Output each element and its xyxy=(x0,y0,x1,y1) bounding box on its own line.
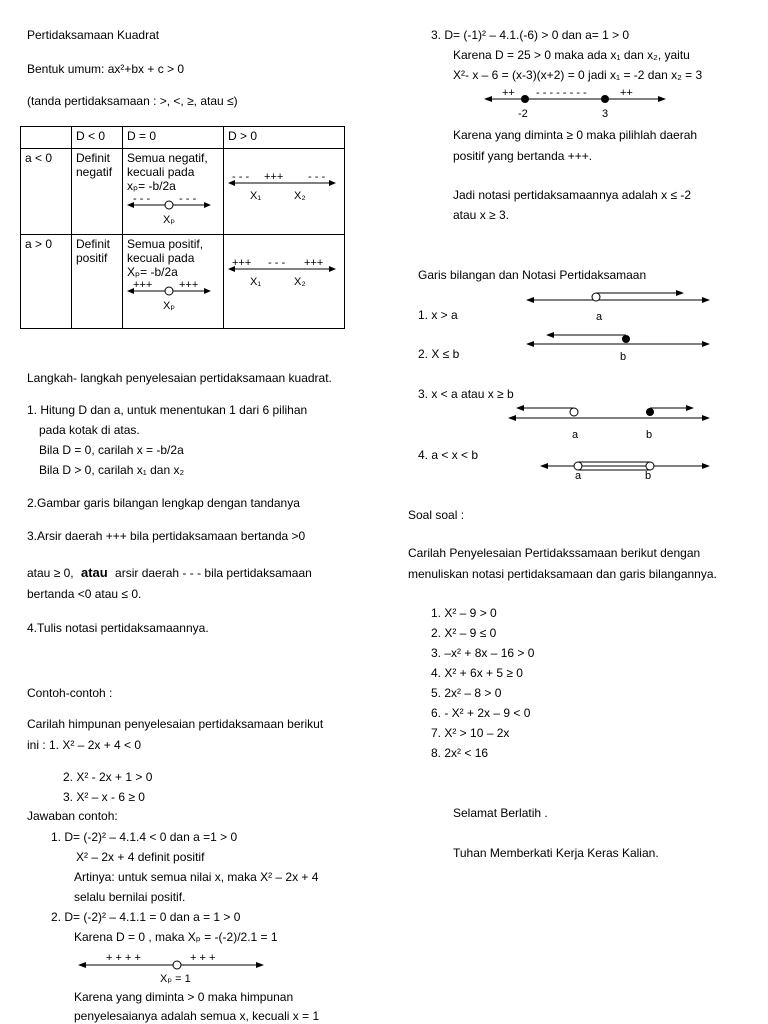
number-line-ans3 xyxy=(484,86,666,120)
table-header-empty xyxy=(21,127,72,149)
mark-b: b xyxy=(620,351,627,363)
ans2-line1: 2. D= (-2)² – 4.1.1 = 0 dan a = 1 > 0 xyxy=(51,910,241,924)
step1-line2: pada kotak di atas. xyxy=(39,423,140,437)
label-xp: Xₚ xyxy=(163,214,176,226)
sign-minus: - - - xyxy=(232,171,250,183)
mark-a: a xyxy=(575,470,582,482)
example1: ini : 1. X² – 2x + 4 < 0 xyxy=(27,738,142,752)
ans1-line1: 1. D= (-2)² – 4.1.4 < 0 dan a =1 > 0 xyxy=(51,830,238,844)
numline-item-3 xyxy=(508,398,710,442)
step4: 4.Tulis notasi pertidaksamaannya. xyxy=(27,621,209,635)
sign-plus: +++ xyxy=(133,279,153,291)
ans3-tail4: atau x ≥ 3. xyxy=(453,208,509,222)
step3-line2 xyxy=(27,565,312,581)
cell-semua-negatif xyxy=(123,149,224,235)
ans1-line4: selalu bernilai positif. xyxy=(74,890,186,904)
numline-item-2 xyxy=(526,324,710,364)
sign-plus: ++ xyxy=(502,87,515,99)
sign-plus: + + + xyxy=(190,952,216,964)
number-line-xp-pos xyxy=(127,279,211,313)
closing-1: Selamat Berlatih . xyxy=(453,806,548,820)
cell-semua-positif xyxy=(123,235,224,329)
label-x2: X₂ xyxy=(294,276,306,288)
cell-text: kecuali pada xyxy=(127,165,195,179)
exercise-item: 6. - X² + 2x – 9 < 0 xyxy=(431,706,531,720)
sign-minus: - - - xyxy=(308,171,326,183)
example2: 2. X² - 2x + 1 > 0 xyxy=(63,770,153,784)
general-form: Bentuk umum: ax²+bx + c > 0 xyxy=(27,62,185,76)
cell-text: negatif xyxy=(76,165,113,179)
label-x1: X₁ xyxy=(250,276,262,288)
ans2-line2: Karena D = 0 , maka Xₚ = -(-2)/2.1 = 1 xyxy=(74,930,278,944)
exercise-item: 2. X² – 9 ≤ 0 xyxy=(431,626,497,640)
label-xp-1: Xₚ = 1 xyxy=(160,973,191,985)
cell-text: kecuali pada xyxy=(127,251,195,265)
row-label-a-neg: a < 0 xyxy=(21,149,72,235)
sign-plus: +++ xyxy=(232,257,252,269)
ans2-tail1: Karena yang diminta > 0 maka himpunan xyxy=(74,990,294,1004)
cell-text: Definit xyxy=(76,151,111,165)
ans3-tail1: Karena yang diminta ≥ 0 maka pilihlah daerah xyxy=(453,128,698,142)
steps-title: Langkah- langkah penyelesaian pertidaksamaan kuadrat. xyxy=(27,371,332,385)
cell-text: Semua positif, xyxy=(127,237,204,251)
step3-line3: bertanda <0 atau ≤ 0. xyxy=(27,587,142,601)
mark-b: b xyxy=(646,429,653,441)
mark-a: a xyxy=(596,311,603,323)
sign-plus: ++ xyxy=(620,87,633,99)
step1-line4: Bila D > 0, carilah x₁ dan x₂ xyxy=(39,463,185,477)
sign-minus: - - - - - - - - xyxy=(536,87,587,99)
cell-text: Xₚ= -b/2a xyxy=(127,265,178,279)
examples-title: Contoh-contoh : xyxy=(27,686,113,700)
numline-item-1 xyxy=(526,284,710,324)
sign-plus: +++ xyxy=(304,257,324,269)
ans3-line2: Karena D = 25 > 0 maka ada x₁ dan x₂, yaitu xyxy=(453,48,690,62)
numline-item-3-label: 3. x < a atau x ≥ b xyxy=(418,387,514,401)
ans1-line2: X² – 2x + 4 definit positif xyxy=(76,850,205,864)
table-header-d-pos: D > 0 xyxy=(224,127,345,149)
sign-minus: - - - xyxy=(179,193,197,205)
number-line-ans2 xyxy=(78,948,264,986)
discriminant-table xyxy=(20,126,345,329)
number-line-xp-neg xyxy=(127,193,211,227)
cell-text: positif xyxy=(76,251,108,265)
signs-note: (tanda pertidaksamaan : >, <, ≥, atau ≤) xyxy=(27,94,238,108)
cell-definit-negatif xyxy=(72,149,123,235)
numline-item-4 xyxy=(540,452,710,482)
numline-item-2-label: 2. X ≤ b xyxy=(418,347,460,361)
step1-line3: Bila D = 0, carilah x = -b/2a xyxy=(39,443,184,457)
closing-2: Tuhan Memberkati Kerja Keras Kalian. xyxy=(453,846,659,860)
step3-line1: 3.Arsir daerah +++ bila pertidaksamaan bertanda >0 xyxy=(27,529,306,543)
label-xp: Xₚ xyxy=(163,300,176,312)
answers-title: Jawaban contoh: xyxy=(27,809,118,823)
table-header-d-neg: D < 0 xyxy=(72,127,123,149)
exercise-item: 4. X² + 6x + 5 ≥ 0 xyxy=(431,666,523,680)
cell-d-pos-a-neg xyxy=(224,149,345,235)
ans3-line1: 3. D= (-1)² – 4.1.(-6) > 0 dan a= 1 > 0 xyxy=(431,28,630,42)
label-x2: X₂ xyxy=(294,190,306,202)
sign-plus: +++ xyxy=(179,279,199,291)
step2: 2.Gambar garis bilangan lengkap dengan tandanya xyxy=(27,496,300,510)
sign-minus: - - - xyxy=(133,193,151,205)
sign-plus: +++ xyxy=(264,171,284,183)
page-title: Pertidaksamaan Kuadrat xyxy=(27,28,160,42)
ans3-tail2: positif yang bertanda +++. xyxy=(453,149,593,163)
exercise-item: 1. X² – 9 > 0 xyxy=(431,606,497,620)
exercises-intro-2: menuliskan notasi pertidaksamaan dan garis bilangannya. xyxy=(408,567,717,581)
ans2-tail2: penyelesaianya adalah semua x, kecuali x = 1 xyxy=(74,1009,320,1023)
numline-item-4-label: 4. a < x < b xyxy=(418,448,479,462)
sign-plus: + + + + xyxy=(106,952,141,964)
cell-d-pos-a-pos xyxy=(224,235,345,329)
cell-text: xₚ= -b/2a xyxy=(127,179,176,193)
label-x1: X₁ xyxy=(250,190,262,202)
exercise-item: 3. –x² + 8x – 16 > 0 xyxy=(431,646,535,660)
step3-pre: atau ≥ 0, xyxy=(27,566,74,580)
ans1-line3: Artinya: untuk semua nilai x, maka X² – 2x + 4 xyxy=(74,870,319,884)
examples-intro: Carilah himpunan penyelesaian pertidaksamaan berikut xyxy=(27,717,324,731)
numline-title: Garis bilangan dan Notasi Pertidaksamaan xyxy=(418,268,647,282)
label-x2: 3 xyxy=(602,108,609,120)
sign-minus: - - - xyxy=(268,257,286,269)
number-line-pos-neg-pos xyxy=(228,257,336,307)
number-line-neg-pos-neg xyxy=(228,171,336,221)
cell-text: Definit xyxy=(76,237,111,251)
mark-b: b xyxy=(645,470,652,482)
step3-bold: atau xyxy=(80,565,108,580)
cell-definit-positif xyxy=(72,235,123,329)
ans3-line3: X²- x – 6 = (x-3)(x+2) = 0 jadi x₁ = -2 dan x₂ = 3 xyxy=(453,68,703,82)
cell-text: Semua negatif, xyxy=(127,151,208,165)
exercises-intro-1: Carilah Penyelesaian Pertidakssamaan berikut dengan xyxy=(408,546,701,560)
mark-a: a xyxy=(572,429,579,441)
exercise-item: 8. 2x² < 16 xyxy=(431,746,489,760)
table-header-d-zero: D = 0 xyxy=(123,127,224,149)
exercise-item: 5. 2x² – 8 > 0 xyxy=(431,686,502,700)
example3: 3. X² – x - 6 ≥ 0 xyxy=(63,790,145,804)
step1-line1: 1. Hitung D dan a, untuk menentukan 1 dari 6 pilihan xyxy=(27,403,308,417)
row-label-a-pos: a > 0 xyxy=(21,235,72,329)
label-x1: -2 xyxy=(518,108,528,120)
exercise-item: 7. X² > 10 – 2x xyxy=(431,726,510,740)
step3-post: arsir daerah - - - bila pertidaksamaan xyxy=(115,566,312,580)
exercises-title: Soal soal : xyxy=(408,508,465,522)
numline-item-1-label: 1. x > a xyxy=(418,308,458,322)
ans3-tail3: Jadi notasi pertidaksamaannya adalah x ≤ -2 xyxy=(453,188,692,202)
